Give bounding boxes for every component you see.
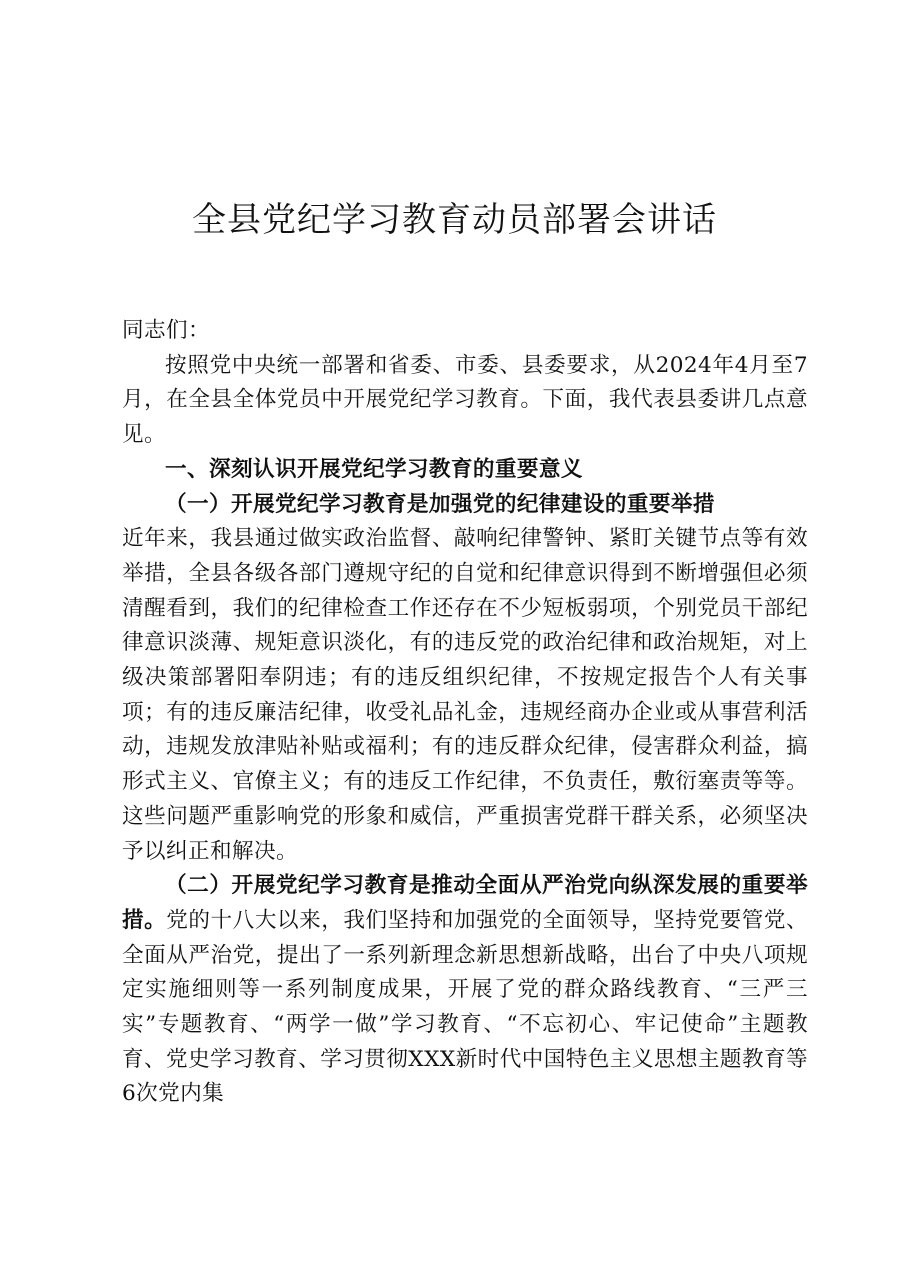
intro-paragraph: 按照党中央统一部署和省委、市委、县委要求，从2024年4月至7月，在全县全体党员中开展党纪学习教育。下面，我代表县委讲几点意见。: [122, 352, 808, 448]
subsection-2-body: 党的十八大以来，我们坚持和加强党的全面领导，坚持党要管党、全面从严治党，提出了一系列新理念新思想新战略，出台了中央八项规定实施细则等一系列制度成果，开展了党的群众路线教育、“三严三实”专题教育、“两学一做”学习教育、“不忘初心、牢记使命”主题教育、党史学习教育、学习贯彻XXX新时代中国特色主义思想主题教育等6次党内集: [122, 907, 808, 1107]
greeting: 同志们：: [122, 318, 210, 343]
document-title: 全县党纪学习教育动员部署会讲话: [192, 200, 717, 240]
subsection-2-paragraph: [122, 869, 808, 1112]
document-body: [122, 314, 808, 1112]
subsection-heading-1: （一）开展党纪学习教育是加强党的纪律建设的重要举措: [165, 491, 715, 517]
subsection-1-body: 近年来，我县通过做实政治监督、敲响纪律警钟、紧盯关键节点等有效举措，全县各级各部门遵规守纪的自觉和纪律意识得到不断增强但必须清醒看到，我们的纪律检查工作还存在不少短板弱项，个别党员干部纪律意识淡薄、规矩意识淡化，有的违反党的政治纪律和政治规矩，对上级决策部署阳奉阴违；有的违反组织纪律，不按规定报告个人有关事项；有的违反廉洁纪律，收受礼品礼金，违规经商办企业或从事营利活动，违规发放津贴补贴或福利；有的违反群众纪律，侵害群众利益，搞形式主义、官僚主义；有的违反工作纪律，不负责任，敷衍塞责等等。这些问题严重影响党的形象和威信，严重损害党群干群关系，必须坚决予以纠正和解决。: [122, 526, 808, 864]
section-heading-1: 一、深刻认识开展党纪学习教育的重要意义: [165, 456, 583, 482]
subsection-heading-2: （二）开展党纪学习教育是推动全面从严治党向纵深发展的重要举措。: [122, 873, 808, 933]
